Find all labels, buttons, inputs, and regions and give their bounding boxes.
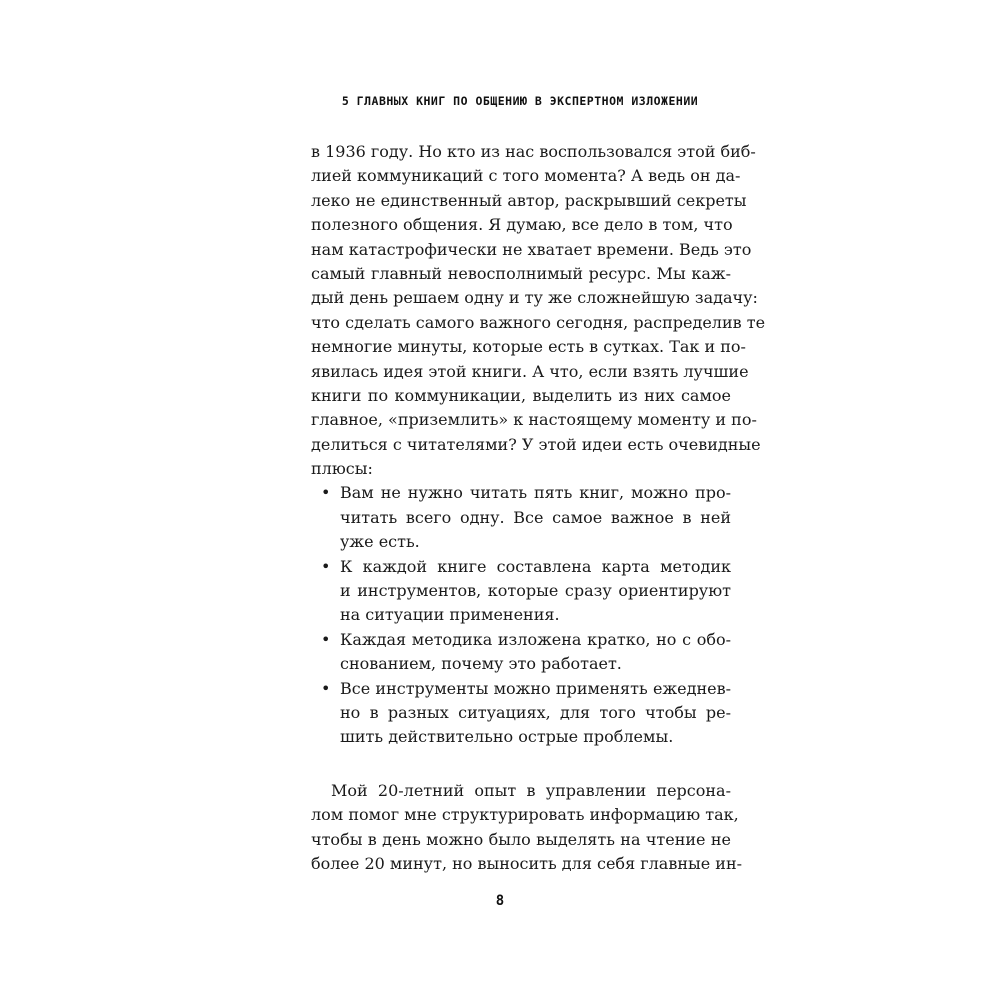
running-head: 5 ГЛАВНЫХ КНИГ ПО ОБЩЕНИЮ В ЭКСПЕРТНОМ ИЗЛОЖЕНИИ	[341, 94, 699, 108]
bullet-line: • Вам не нужно читать пять книг, можно про-	[311, 481, 731, 505]
paragraph-gap	[311, 750, 731, 779]
text-line: делиться с читателями? У этой идеи есть очевидные	[311, 434, 761, 454]
text-line: явилась идея этой книги. А что, если взять лучшие	[311, 361, 749, 381]
page-number: 8	[495, 893, 505, 909]
text-line: чтобы в день можно было выделять на чтение не	[311, 829, 731, 849]
list-item	[311, 481, 731, 554]
text-line: нам катастрофически не хватает времени. Ведь это	[311, 239, 752, 259]
list-item	[311, 677, 731, 750]
text-line: главное, «приземлить» к настоящему моменту и по-	[311, 410, 757, 430]
list-item	[311, 555, 731, 628]
text-line: книги по коммуникации, выделить из них самое	[311, 385, 731, 405]
bullet-line: но в разных ситуациях, для того чтобы ре-	[340, 702, 731, 722]
bullet-line: • Все инструменты можно применять ежеднев-	[311, 677, 731, 701]
bullet-line: и инструментов, которые сразу ориентируют	[340, 581, 731, 601]
text-line: что сделать самого важного сегодня, распределив те	[311, 312, 766, 332]
body-text	[311, 140, 766, 876]
text-line: полезного общения. Я думаю, все дело в том, что	[311, 215, 733, 235]
bullet-line: шить действительно острые проблемы.	[340, 727, 674, 747]
list-item	[311, 628, 731, 677]
text-line: лом помог мне структурировать информацию так,	[311, 805, 739, 825]
text-line: плюсы:	[311, 459, 373, 479]
text-line: более 20 минут, но выносить для себя главные ин-	[311, 853, 743, 873]
bullet-list	[311, 481, 731, 749]
paragraph-2	[311, 779, 743, 877]
bullet-line: читать всего одну. Все самое важное в ней	[340, 507, 731, 527]
bullet-line: уже есть.	[340, 532, 420, 552]
text-line: дый день решаем одну и ту же сложнейшую задачу:	[311, 288, 758, 308]
paragraph-1	[311, 140, 766, 481]
text-line: леко не единственный автор, раскрывший секреты	[311, 190, 747, 210]
text-line: в 1936 году. Но кто из нас воспользовался этой биб-	[311, 142, 756, 161]
text-line: немногие минуты, которые есть в сутках. Так и по-	[311, 337, 746, 357]
text-line: самый главный невосполнимый ресурс. Мы каж-	[311, 263, 731, 283]
bullet-line: на ситуации применения.	[340, 605, 560, 625]
bullet-line: • К каждой книге составлена карта методик	[311, 555, 731, 579]
bullet-line: снованием, почему это работает.	[340, 654, 622, 674]
bullet-line: • Каждая методика изложена кратко, но с обо-	[311, 628, 731, 652]
text-line: Мой 20-летний опыт в управлении персона-	[331, 780, 731, 800]
text-line: лией коммуникаций с того момента? А ведь он да-	[311, 166, 741, 186]
